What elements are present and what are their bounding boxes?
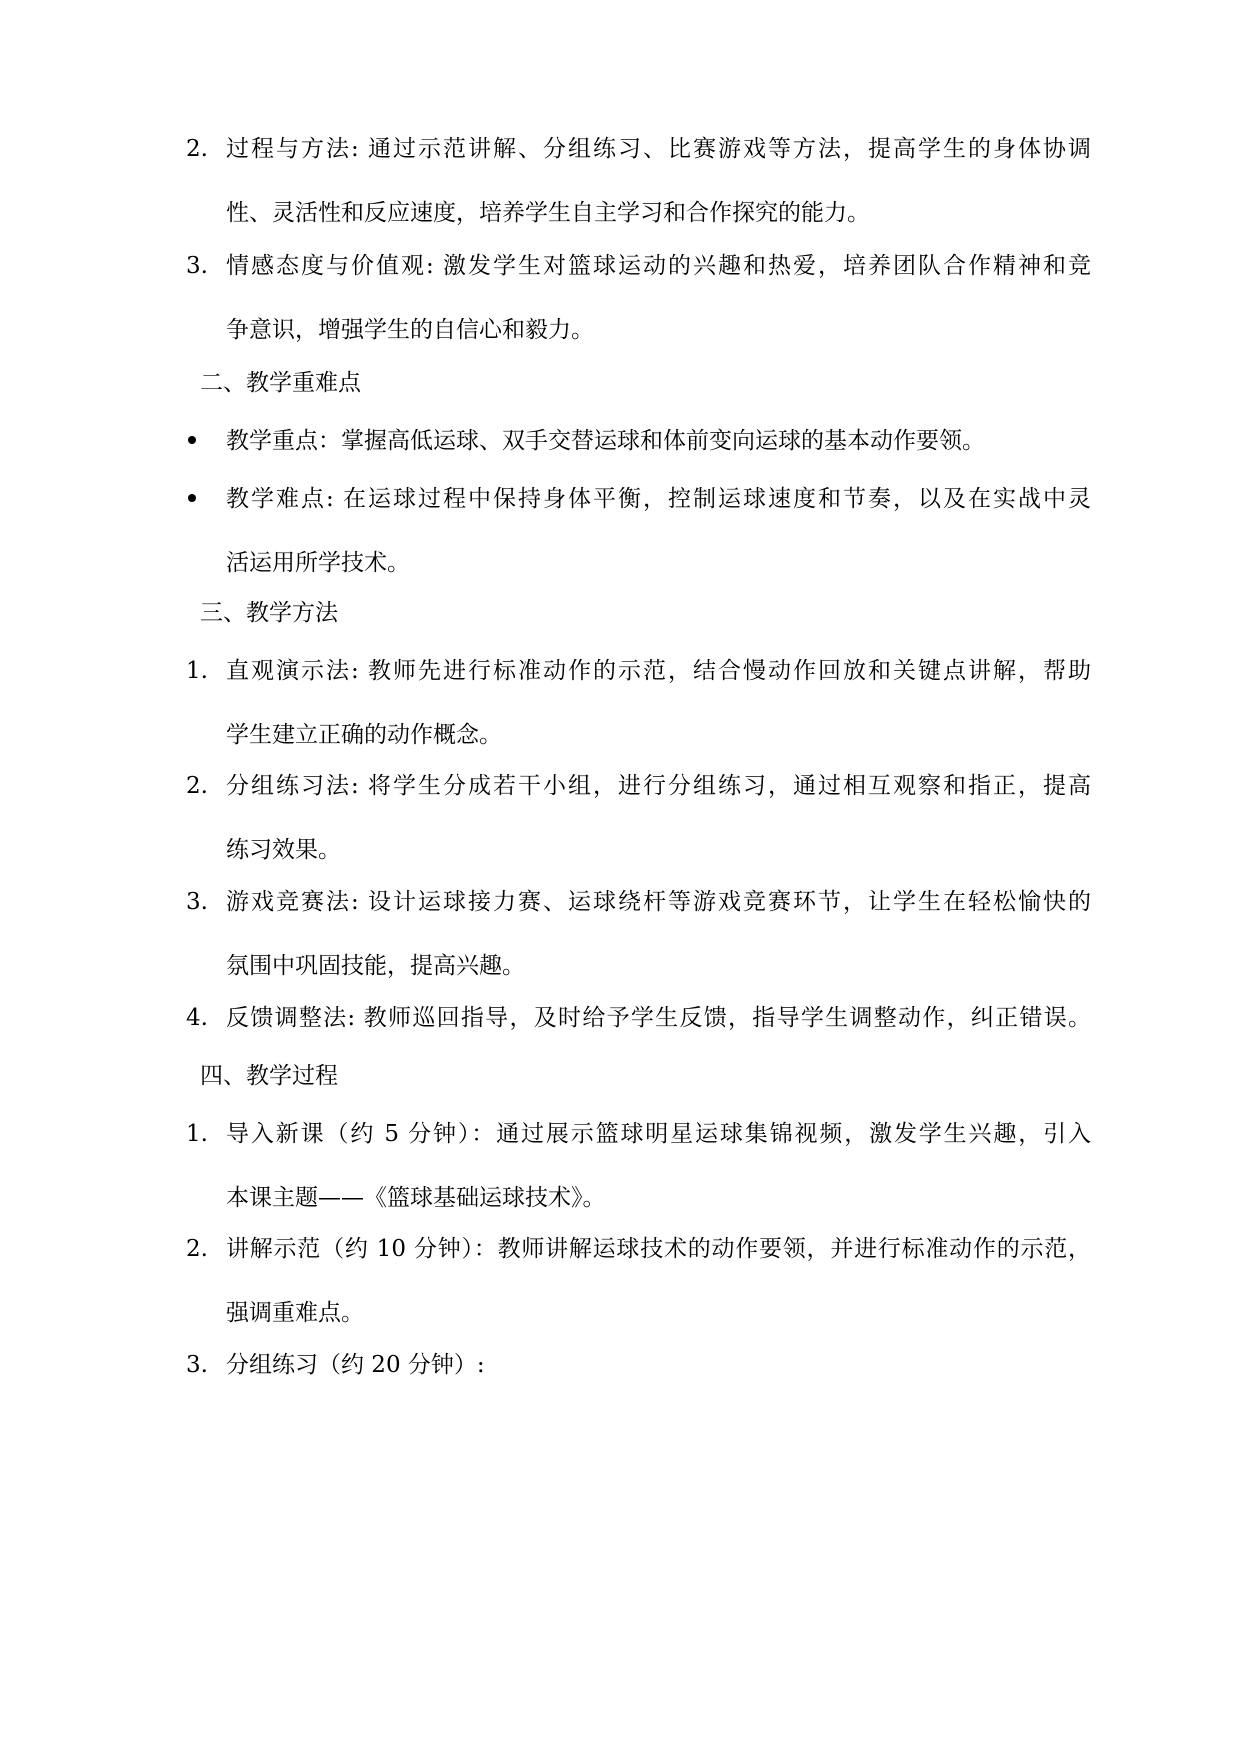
keypoint-item-2 xyxy=(186,483,1091,611)
section-heading-process: 四、教学过程 xyxy=(200,1063,338,1089)
text-line: 活运用所学技术。 xyxy=(226,550,410,576)
text-line: 分组练习（约 20 分钟）: xyxy=(226,1352,485,1378)
text-line: 强调重难点。 xyxy=(226,1300,364,1326)
bullet-dot-icon xyxy=(188,494,196,502)
text-line: 学生建立正确的动作概念。 xyxy=(226,722,502,748)
list-number: 2. xyxy=(186,136,208,162)
list-number: 3. xyxy=(186,253,208,279)
text-line: 教学重点：掌握高低运球、双手交替运球和体前变向运球的基本动作要领。 xyxy=(226,428,985,454)
objective-item-2 xyxy=(186,133,1091,261)
text-line: 本课主题——《篮球基础运球技术》。 xyxy=(226,1185,606,1211)
keypoint-item-1 xyxy=(186,425,1091,489)
text-line: 争意识，增强学生的自信心和毅力。 xyxy=(226,317,594,343)
text-line: 反馈调整法: 教师巡回指导，及时给予学生反馈，指导学生调整动作，纠正错误。 xyxy=(226,1005,1091,1031)
text-line: 氛围中巩固技能，提高兴趣。 xyxy=(226,953,525,979)
list-number: 3. xyxy=(186,889,208,915)
text-line: 讲解示范（约 10 分钟）：教师讲解运球技术的动作要领，并进行标准动作的示范， xyxy=(226,1236,1091,1262)
method-item-4 xyxy=(186,1002,1091,1066)
objective-item-3 xyxy=(186,250,1091,378)
bullet xyxy=(186,483,226,515)
list-number: 3. xyxy=(186,1352,208,1378)
method-item-2 xyxy=(186,770,1091,898)
list-number: 2. xyxy=(186,773,208,799)
bullet xyxy=(186,425,226,457)
list-number: 2. xyxy=(186,1236,208,1262)
text-line: 性、灵活性和反应速度，培养学生自主学习和合作探究的能力。 xyxy=(226,200,870,226)
text-line: 情感态度与价值观: 激发学生对篮球运动的兴趣和热爱，培养团队合作精神和竞 xyxy=(226,253,1091,279)
process-item-2 xyxy=(186,1233,1091,1361)
process-item-1 xyxy=(186,1118,1091,1246)
text-line: 游戏竞赛法: 设计运球接力赛、运球绕杆等游戏竞赛环节，让学生在轻松愉快的 xyxy=(226,889,1091,915)
text-line: 练习效果。 xyxy=(226,837,341,863)
text-line: 分组练习法: 将学生分成若干小组，进行分组练习，通过相互观察和指正，提高 xyxy=(226,773,1091,799)
text-line: 导入新课（约 5 分钟）：通过展示篮球明星运球集锦视频，激发学生兴趣，引入 xyxy=(226,1121,1091,1147)
bullet-dot-icon xyxy=(188,436,196,444)
process-item-3 xyxy=(186,1349,1091,1413)
section-heading-keypoints: 二、教学重难点 xyxy=(200,370,361,396)
list-number: 4. xyxy=(186,1005,208,1031)
text-line: 过程与方法: 通过示范讲解、分组练习、比赛游戏等方法，提高学生的身体协调 xyxy=(226,136,1091,162)
section-heading-methods: 三、教学方法 xyxy=(200,600,338,626)
text-line: 教学难点: 在运球过程中保持身体平衡，控制运球速度和节奏，以及在实战中灵 xyxy=(226,486,1091,512)
method-item-1 xyxy=(186,655,1091,783)
text-line: 直观演示法: 教师先进行标准动作的示范，结合慢动作回放和关键点讲解，帮助 xyxy=(226,658,1091,684)
list-number: 1. xyxy=(186,658,208,684)
list-number: 1. xyxy=(186,1121,208,1147)
method-item-3 xyxy=(186,886,1091,1014)
